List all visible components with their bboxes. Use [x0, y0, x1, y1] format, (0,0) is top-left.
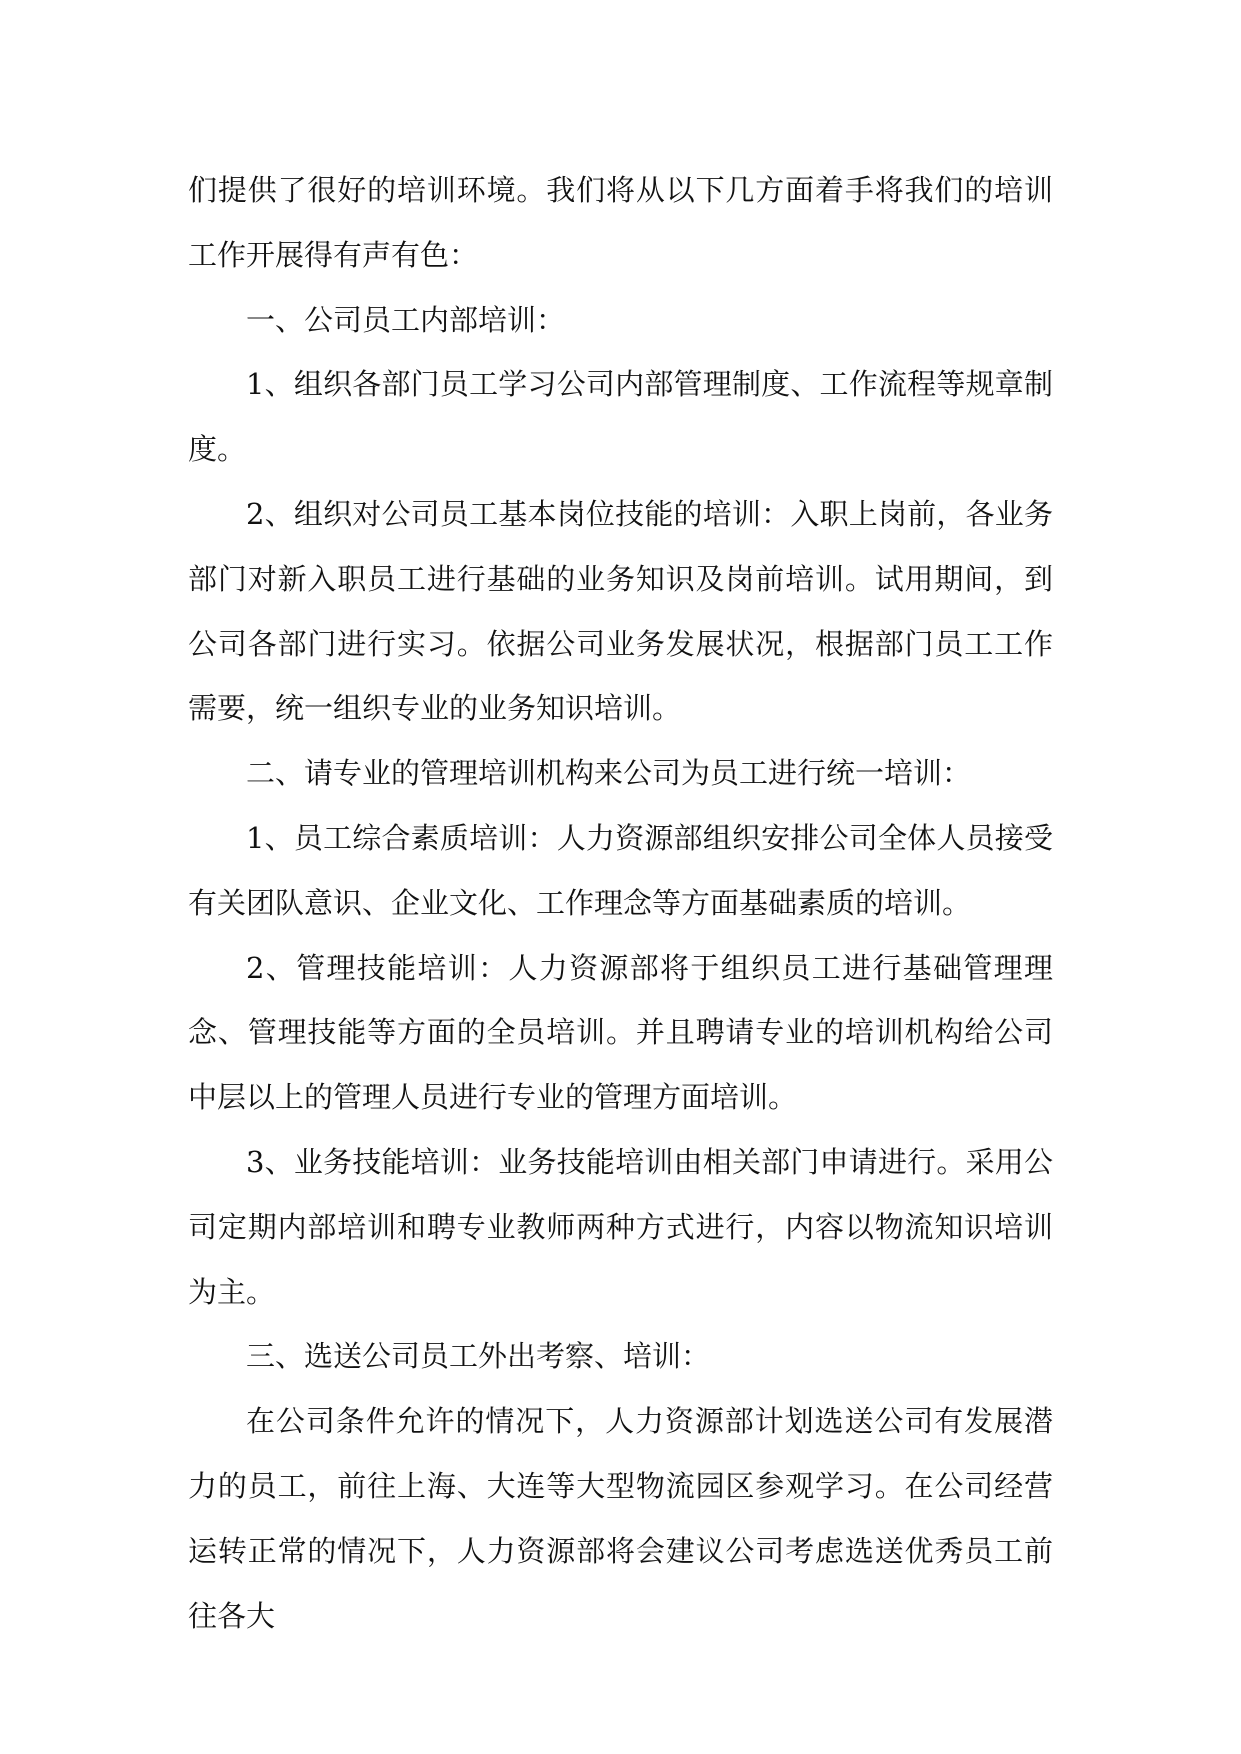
paragraph-1-1: 1、组织各部门员工学习公司内部管理制度、工作流程等规章制度。 [188, 367, 1053, 467]
paragraph-3-1: 在公司条件允许的情况下，人力资源部计划选送公司有发展潜力的员工，前往上海、大连等大型物流园区参观学习。在公司经营运转正常的情况下，人力资源部将会建议公司考虑选送优秀员工前往各大 [188, 1404, 1053, 1633]
paragraph-2-3: 3、业务技能培训：业务技能培训由相关部门申请进行。采用公司定期内部培训和聘专业教师两种方式进行，内容以物流知识培训为主。 [188, 1144, 1053, 1309]
section-heading-3: 三、选送公司员工外出考察、培训： [246, 1339, 711, 1374]
section-heading-2: 二、请专业的管理培训机构来公司为员工进行统一培训： [246, 756, 972, 791]
paragraph-1-2: 2、组织对公司员工基本岗位技能的培训：入职上岗前，各业务部门对新入职员工进行基础的业务知识及岗前培训。试用期间，到公司各部门进行实习。依据公司业务发展状况，根据部门员工工作需要，统一组织专业的业务知识培训。 [188, 496, 1053, 726]
document-body [188, 158, 1053, 1648]
paragraph-2-2: 2、管理技能培训：人力资源部将于组织员工进行基础管理理念、管理技能等方面的全员培训。并且聘请专业的培训机构给公司中层以上的管理人员进行专业的管理方面培训。 [188, 950, 1053, 1115]
paragraph-2-1: 1、员工综合素质培训：人力资源部组织安排公司全体人员接受有关团队意识、企业文化、工作理念等方面基础素质的培训。 [188, 820, 1053, 920]
paragraph-continuation: 们提供了很好的培训环境。我们将从以下几方面着手将我们的培训工作开展得有声有色： [188, 173, 1053, 272]
section-heading-1: 一、公司员工内部培训： [246, 302, 566, 337]
